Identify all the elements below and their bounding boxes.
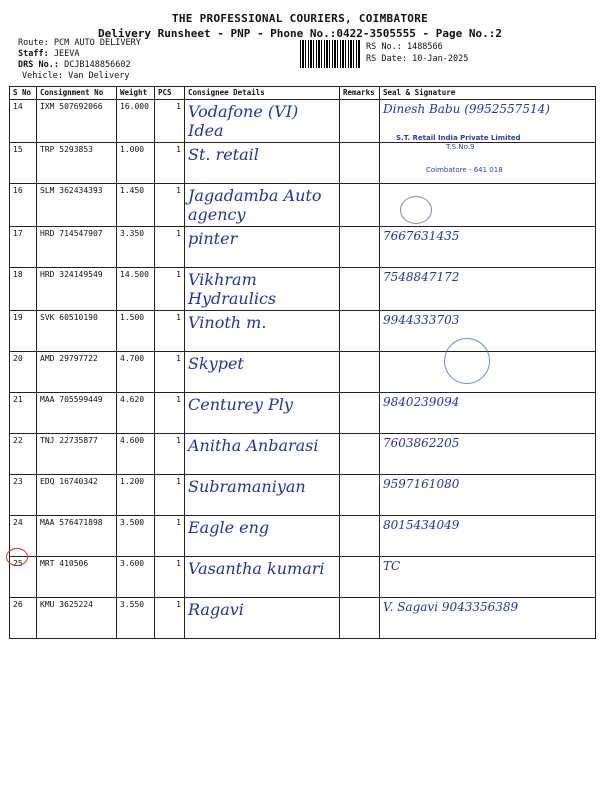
cell-weight: 4.600 bbox=[117, 434, 155, 475]
cell-sno: 15 bbox=[10, 143, 37, 184]
col-pcs: PCS bbox=[155, 87, 185, 100]
cell-remarks bbox=[340, 557, 380, 598]
cell-sno: 22 bbox=[10, 434, 37, 475]
rs-date-label: RS Date: bbox=[366, 54, 407, 64]
cell-weight: 1.450 bbox=[117, 184, 155, 227]
cell-pcs: 1 bbox=[155, 227, 185, 268]
cell-sno: 18 bbox=[10, 268, 37, 311]
cell-pcs: 1 bbox=[155, 268, 185, 311]
cell-consignment: EDQ 16740342 bbox=[37, 475, 117, 516]
vehicle-label: Vehicle: bbox=[22, 71, 63, 81]
cell-consignment: TNJ 22735877 bbox=[37, 434, 117, 475]
cell-sno: 25 bbox=[10, 557, 37, 598]
cell-weight: 3.600 bbox=[117, 557, 155, 598]
cell-consignment: MRT 410506 bbox=[37, 557, 117, 598]
cell-sno: 17 bbox=[10, 227, 37, 268]
table-row bbox=[10, 184, 596, 227]
table-row bbox=[10, 311, 596, 352]
cell-pcs: 1 bbox=[155, 434, 185, 475]
drs-label: DRS No.: bbox=[18, 60, 59, 70]
cell-sno: 23 bbox=[10, 475, 37, 516]
cell-pcs: 1 bbox=[155, 557, 185, 598]
cell-seal-signature: V. Sagavi 9043356389 bbox=[380, 598, 596, 639]
table-header-row bbox=[10, 87, 596, 100]
cell-consignee: Skypet bbox=[185, 352, 340, 393]
cell-weight: 3.550 bbox=[117, 598, 155, 639]
cell-consignment: TRP 5293853 bbox=[37, 143, 117, 184]
table-row bbox=[10, 434, 596, 475]
cell-consignment: AMD 29797722 bbox=[37, 352, 117, 393]
table-body bbox=[10, 100, 596, 639]
cell-remarks bbox=[340, 516, 380, 557]
cell-remarks bbox=[340, 598, 380, 639]
cell-remarks bbox=[340, 143, 380, 184]
cell-remarks bbox=[340, 352, 380, 393]
table-row bbox=[10, 475, 596, 516]
cell-seal-signature: 7603862205 bbox=[380, 434, 596, 475]
cell-consignee: Subramaniyan bbox=[185, 475, 340, 516]
cell-seal-signature: 8015434049 bbox=[380, 516, 596, 557]
cell-weight: 1.500 bbox=[117, 311, 155, 352]
col-remarks: Remarks bbox=[340, 87, 380, 100]
staff-label: Staff: bbox=[18, 49, 49, 59]
cell-consignee: Vasantha kumari bbox=[185, 557, 340, 598]
cell-consignee: St. retail bbox=[185, 143, 340, 184]
cell-sno: 24 bbox=[10, 516, 37, 557]
route-value: PCM AUTO DELIVERY bbox=[53, 38, 141, 48]
round-seal-stamp bbox=[444, 338, 490, 384]
round-seal-stamp bbox=[400, 196, 432, 224]
cell-seal-signature: 9597161080 bbox=[380, 475, 596, 516]
cell-seal-signature: TC bbox=[380, 557, 596, 598]
cell-consignee: Centurey Ply bbox=[185, 393, 340, 434]
cell-pcs: 1 bbox=[155, 143, 185, 184]
col-weight: Weight bbox=[117, 87, 155, 100]
staff-value: JEEVA bbox=[53, 49, 80, 59]
table-row bbox=[10, 393, 596, 434]
cell-pcs: 1 bbox=[155, 598, 185, 639]
cell-consignment: MAA 576471898 bbox=[37, 516, 117, 557]
cell-sno: 26 bbox=[10, 598, 37, 639]
cell-seal-signature: Dinesh Babu (9952557514) bbox=[380, 100, 596, 143]
cell-consignment: SVK 60510190 bbox=[37, 311, 117, 352]
cell-pcs: 1 bbox=[155, 100, 185, 143]
staff-line bbox=[18, 49, 79, 59]
cell-seal-signature: 7548847172 bbox=[380, 268, 596, 311]
stamp-line: T.S.No.9 bbox=[446, 143, 475, 151]
cell-weight: 3.350 bbox=[117, 227, 155, 268]
route-line bbox=[18, 38, 141, 48]
cell-remarks bbox=[340, 434, 380, 475]
table-row bbox=[10, 598, 596, 639]
cell-pcs: 1 bbox=[155, 311, 185, 352]
cell-remarks bbox=[340, 311, 380, 352]
cell-consignment: HRD 714547907 bbox=[37, 227, 117, 268]
cell-sno: 19 bbox=[10, 311, 37, 352]
cell-weight: 4.620 bbox=[117, 393, 155, 434]
barcode-image bbox=[300, 40, 360, 68]
stamp-line: S.T. Retail India Private Limited bbox=[396, 134, 521, 142]
cell-consignment: KMU 3625224 bbox=[37, 598, 117, 639]
table-row bbox=[10, 268, 596, 311]
stamp-line: Coimbatore - 641 018 bbox=[426, 166, 503, 174]
drs-line bbox=[18, 60, 131, 70]
cell-seal-signature: 7667631435 bbox=[380, 227, 596, 268]
table-row bbox=[10, 557, 596, 598]
cell-weight: 14.500 bbox=[117, 268, 155, 311]
cell-sno: 14 bbox=[10, 100, 37, 143]
cell-consignee: Vikhram Hydraulics bbox=[185, 268, 340, 311]
cell-remarks bbox=[340, 475, 380, 516]
cell-consignee: Anitha Anbarasi bbox=[185, 434, 340, 475]
col-sno: S No bbox=[10, 87, 37, 100]
cell-remarks bbox=[340, 227, 380, 268]
cell-consignment: MAA 705599449 bbox=[37, 393, 117, 434]
cell-consignee: Ragavi bbox=[185, 598, 340, 639]
cell-weight: 3.500 bbox=[117, 516, 155, 557]
col-consignee: Consignee Details bbox=[185, 87, 340, 100]
cell-pcs: 1 bbox=[155, 184, 185, 227]
table-row bbox=[10, 227, 596, 268]
cell-seal-signature: 9944333703 bbox=[380, 311, 596, 352]
cell-sno: 16 bbox=[10, 184, 37, 227]
vehicle-value: Van Delivery bbox=[68, 71, 130, 81]
rs-no-line bbox=[366, 42, 443, 52]
cell-remarks bbox=[340, 268, 380, 311]
cell-remarks bbox=[340, 184, 380, 227]
row-highlight-circle bbox=[6, 548, 28, 566]
cell-consignee: Eagle eng bbox=[185, 516, 340, 557]
table-row bbox=[10, 352, 596, 393]
cell-consignee: Jagadamba Auto agency bbox=[185, 184, 340, 227]
rs-no-label: RS No.: bbox=[366, 42, 402, 52]
rs-date-value: 10-Jan-2025 bbox=[412, 54, 469, 64]
cell-pcs: 1 bbox=[155, 352, 185, 393]
rs-no-value: 1488566 bbox=[406, 42, 443, 52]
cell-sno: 21 bbox=[10, 393, 37, 434]
cell-weight: 4.700 bbox=[117, 352, 155, 393]
cell-consignment: SLM 362434393 bbox=[37, 184, 117, 227]
cell-weight: 1.000 bbox=[117, 143, 155, 184]
st-retail-stamp bbox=[396, 134, 521, 175]
cell-remarks bbox=[340, 100, 380, 143]
cell-seal-signature: 9840239094 bbox=[380, 393, 596, 434]
cell-pcs: 1 bbox=[155, 475, 185, 516]
col-consignment: Consignment No bbox=[37, 87, 117, 100]
route-label: Route: bbox=[18, 38, 49, 48]
col-seal-signature: Seal & Signature bbox=[380, 87, 596, 100]
rs-date-line bbox=[366, 54, 468, 64]
cell-consignee: Vodafone (VI) Idea bbox=[185, 100, 340, 143]
cell-weight: 1.200 bbox=[117, 475, 155, 516]
cell-pcs: 1 bbox=[155, 393, 185, 434]
table-row bbox=[10, 516, 596, 557]
cell-consignee: Vinoth m. bbox=[185, 311, 340, 352]
cell-sno: 20 bbox=[10, 352, 37, 393]
cell-consignee: pinter bbox=[185, 227, 340, 268]
cell-pcs: 1 bbox=[155, 516, 185, 557]
cell-remarks bbox=[340, 393, 380, 434]
cell-weight: 16.000 bbox=[117, 100, 155, 143]
drs-value: DCJB148856602 bbox=[64, 60, 131, 70]
runsheet-title: THE PROFESSIONAL COURIERS, COIMBATORE bbox=[171, 12, 429, 25]
vehicle-line bbox=[22, 71, 130, 81]
cell-consignment: IXM 507692066 bbox=[37, 100, 117, 143]
cell-consignment: HRD 324149549 bbox=[37, 268, 117, 311]
runsheet-subtitle: Delivery Runsheet - PNP - Phone No.:0422-3505555 - Page No.:2 bbox=[98, 27, 502, 40]
